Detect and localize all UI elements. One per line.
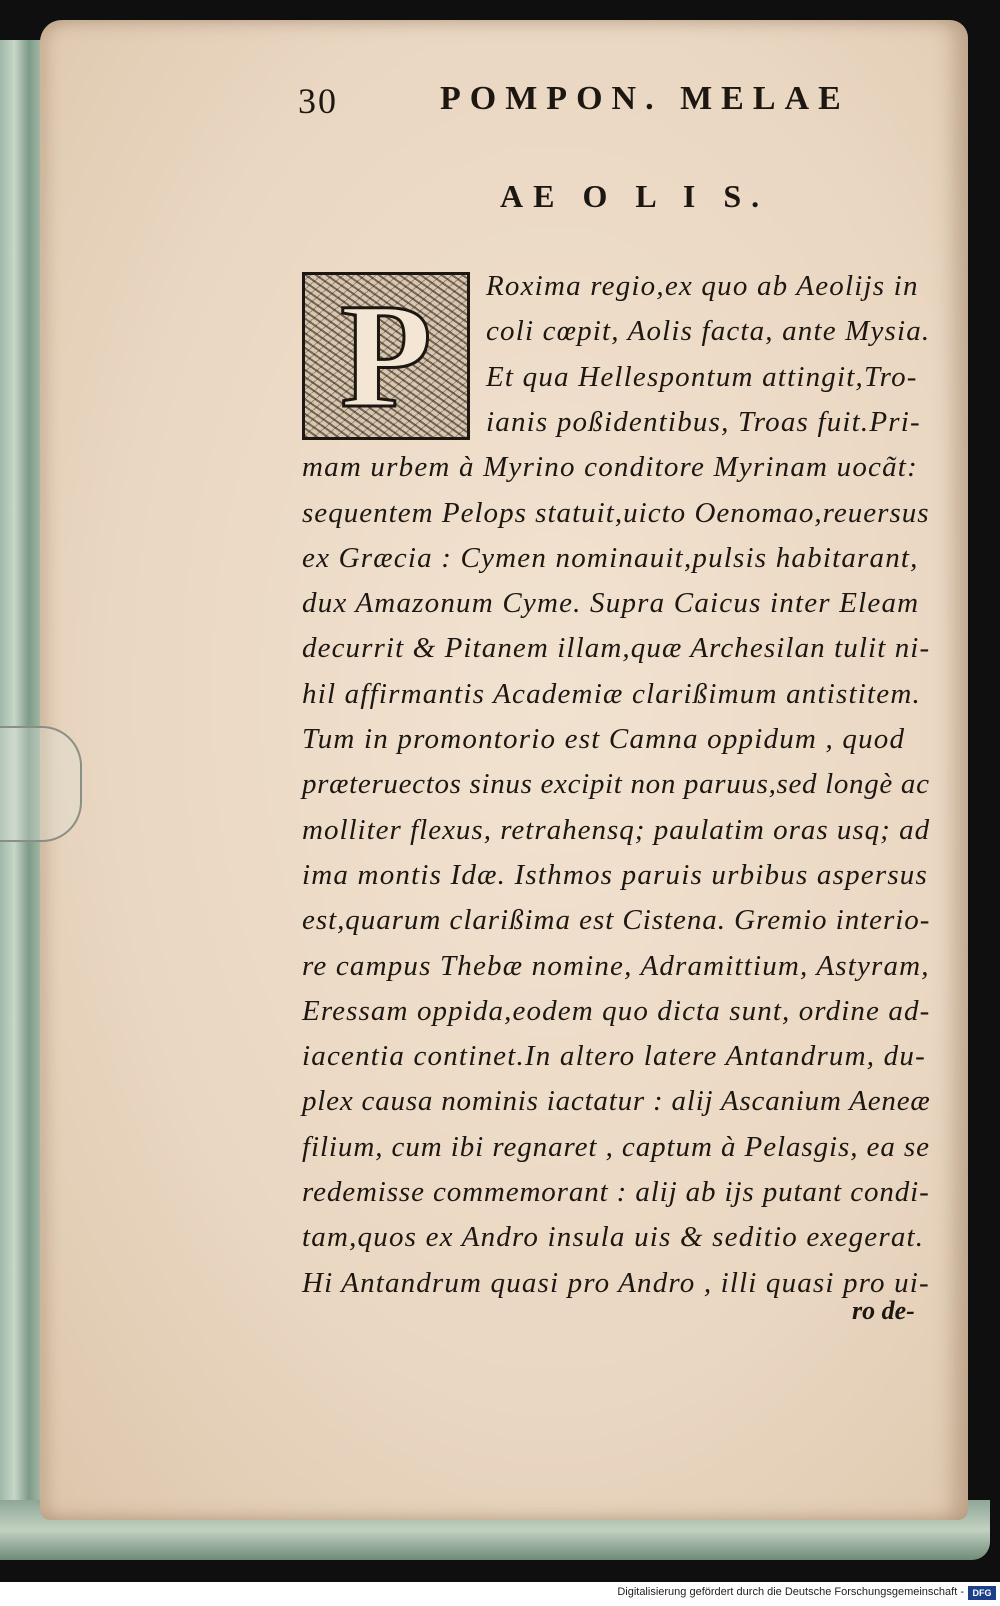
text-line: filium, cum ibi regnaret , captum à Pelasgis, ea se — [302, 1130, 930, 1163]
page-number: 30 — [298, 81, 338, 121]
text-line: Roxima regio,ex quo ab Aeolijs in — [486, 270, 919, 302]
text-line: sequentem Pelops statuit,uicto Oenomao,reuersus — [302, 496, 930, 529]
woodcut-initial — [302, 272, 470, 440]
text-line: Et qua Hellespontum attingit,Tro- — [486, 360, 918, 393]
page-clip — [0, 726, 82, 842]
text-line: Eressam oppida,eodem quo dicta sunt, ordine ad- — [302, 994, 931, 1027]
text-line: dux Amazonum Cyme. Supra Caicus inter Eleam — [302, 587, 920, 620]
running-title: POMPON. MELAE — [440, 80, 850, 117]
text-line: plex causa nominis iactatur : alij Ascanium Aeneæ — [302, 1085, 931, 1118]
footer-bar — [0, 1582, 1000, 1606]
text-line: est,quarum clarißima est Cistena. Gremio interio- — [302, 904, 931, 937]
dfg-credit: Digitalisierung gefördert durch die Deutsche Forschungsgemeinschaft - — [617, 1586, 964, 1598]
text-line: ex Græcia : Cymen nominauit,pulsis habitarant, — [302, 541, 919, 574]
initial-letter: P — [340, 273, 432, 439]
dfg-logo: DFG — [968, 1586, 996, 1600]
text-line: molliter flexus, retrahensq; paulatim oras usq; ad — [302, 813, 931, 846]
text-line: ima montis Idæ. Isthmos paruis urbibus aspersus — [302, 858, 928, 891]
text-line: mam urbem à Myrino conditore Myrinam uocãt: — [302, 451, 918, 484]
catchword: ro de- — [852, 1296, 915, 1325]
text-line: Tum in promontorio est Camna oppidum , quod — [302, 723, 906, 755]
section-title: AE O L I S. — [500, 178, 770, 214]
text-line: coli cœpit, Aolis facta, ante Mysia. — [486, 315, 931, 348]
text-line: Hi Antandrum quasi pro Andro , illi quasi pro ui- — [302, 1266, 930, 1299]
text-line: iacentia continet.In altero latere Antandrum, du- — [302, 1040, 926, 1073]
text-line: præteruectos sinus excipit non paruus,sed longè ac — [302, 768, 930, 801]
text-line: re campus Thebæ nomine, Adramittium, Astyram, — [302, 949, 930, 982]
text-line: ianis poßidentibus, Troas fuit.Pri- — [486, 405, 921, 438]
page-header — [40, 80, 968, 130]
text-line: hil affirmantis Academiæ clarißimum antistitem. — [302, 677, 921, 710]
text-line: redemisse commemorant : alij ab ijs putant condi- — [302, 1176, 930, 1208]
book-page — [40, 20, 968, 1520]
text-line: tam,quos ex Andro insula uis & seditio exegerat. — [302, 1221, 925, 1254]
text-line: decurrit & Pitanem illam,quæ Archesilan tulit ni- — [302, 632, 931, 665]
